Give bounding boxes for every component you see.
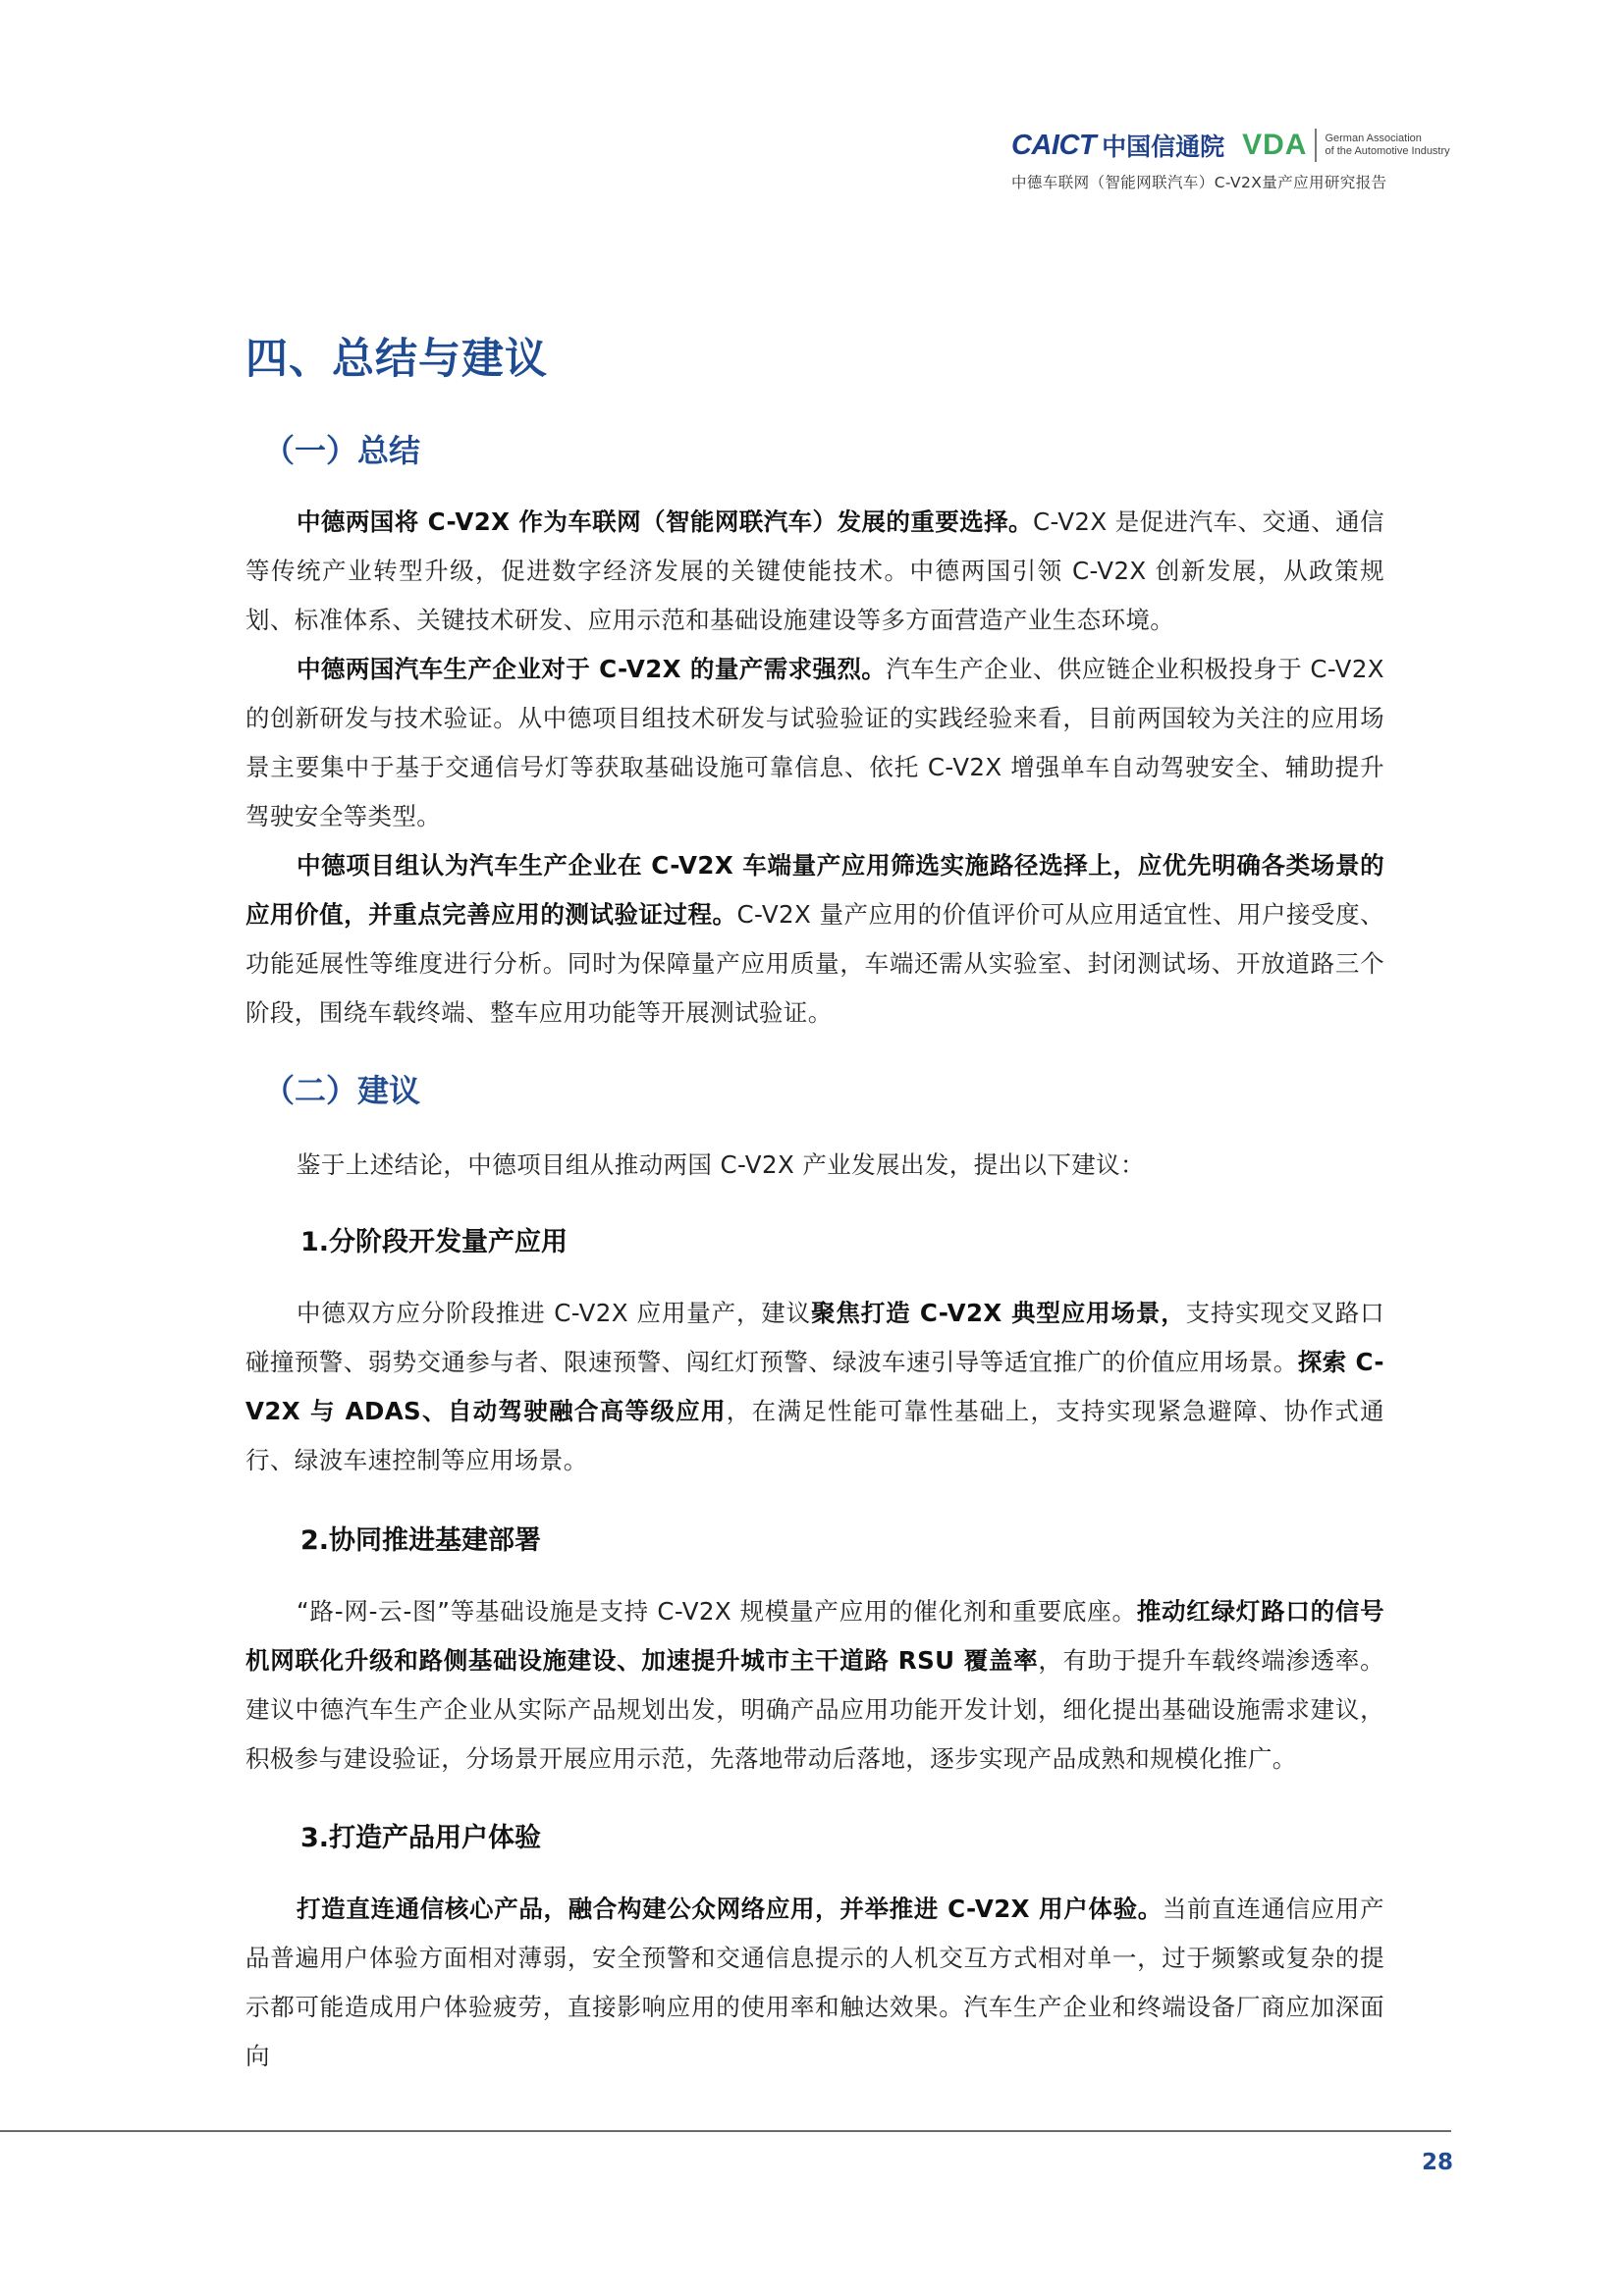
suggestions-intro: 鉴于上述结论，中德项目组从推动两国 C-V2X 产业发展出发，提出以下建议： bbox=[297, 1150, 1145, 1179]
summary-paragraph-2 bbox=[245, 645, 1384, 841]
suggestion-1-title: 1.分阶段开发量产应用 bbox=[300, 1227, 568, 1257]
footer-divider bbox=[0, 2130, 1451, 2132]
s1-text-2: 支持实现交叉路口碰撞预警、弱势交通参与者、限速预警、闯红灯预警、绿波车速引导等适宜推广的价值应用场景。 bbox=[245, 1299, 1384, 1376]
s1-bold-2: 探索 C-V2X 与 ADAS、自动驾驶融合高等级应用 bbox=[245, 1348, 1384, 1425]
vda-logo: VDA bbox=[1242, 129, 1308, 161]
summary-p1-text: C-V2X 是促进汽车、交通、通信等传统产业转型升级，促进数字经济发展的关键使能技术。中德两国引领 C-V2X 创新发展，从政策规划、标准体系、关键技术研发、应用示范和基础设施建设等多方面营造产业生态环境。 bbox=[245, 507, 1384, 634]
s3-text-1: 当前直连通信应用产品普遍用户体验方面相对薄弱，安全预警和交通信息提示的人机交互方式相对单一，过于频繁或复杂的提示都可能造成用户体验疲劳，直接影响应用的使用率和触达效果。汽车生产企业和终端设备厂商应加深面向 bbox=[245, 1895, 1384, 2070]
s1-text-1: 中德双方应分阶段推进 C-V2X 应用量产，建议 bbox=[297, 1299, 812, 1327]
s2-bold-1: 推动红绿灯路口的信号机网联化升级和路侧基础设施建设、加速提升城市主干道路 RSU 覆盖率 bbox=[245, 1597, 1385, 1675]
suggestion-3-paragraph bbox=[245, 1885, 1384, 2081]
logo-row bbox=[1011, 126, 1450, 165]
suggestion-3-title: 3.打造产品用户体验 bbox=[300, 1823, 542, 1853]
caict-chinese-name: 中国信通院 bbox=[1102, 133, 1225, 161]
summary-p2-text: 汽车生产企业、供应链企业积极投身于 C-V2X 的创新研发与技术验证。从中德项目组技术研发与试验验证的实践经验来看，目前两国较为关注的应用场景主要集中于基于交通信号灯等获取基础设施可靠信息、依托 C-V2X 增强单车自动驾驶安全、辅助提升驾驶安全等类型。 bbox=[245, 655, 1384, 830]
summary-paragraph-1 bbox=[245, 498, 1384, 645]
section-title: 四、总结与建议 bbox=[245, 335, 548, 384]
report-name: 中德车联网（智能网联汽车）C-V2X量产应用研究报告 bbox=[1011, 174, 1387, 191]
caict-logo: CAICT bbox=[1011, 129, 1097, 161]
suggestion-2-paragraph bbox=[245, 1587, 1384, 1784]
s3-bold-1: 打造直连通信核心产品，融合构建公众网络应用，并举推进 C-V2X 用户体验。 bbox=[297, 1895, 1163, 1923]
summary-paragraph-3 bbox=[245, 841, 1384, 1038]
summary-heading: （一）总结 bbox=[263, 432, 421, 469]
summary-p3-bold: 中德项目组认为汽车生产企业在 C-V2X 车端量产应用筛选实施路径选择上，应优先明确各类场景的应用价值，并重点完善应用的测试验证过程。 bbox=[245, 851, 1384, 929]
summary-p1-bold: 中德两国将 C-V2X 作为车联网（智能网联汽车）发展的重要选择。 bbox=[297, 507, 1033, 536]
vda-subtitle-line2: of the Automotive Industry bbox=[1325, 145, 1450, 157]
page-number: 28 bbox=[1421, 2150, 1453, 2175]
suggestion-1-paragraph bbox=[245, 1289, 1384, 1485]
s2-text-2: ，有助于提升车载终端渗透率。建议中德汽车生产企业从实际产品规划出发，明确产品应用功能开发计划，细化提出基础设施需求建议，积极参与建设验证，分场景开展应用示范，先落地带动后落地，逐步实现产品成熟和规模化推广。 bbox=[245, 1646, 1384, 1773]
logo-divider bbox=[1315, 129, 1317, 162]
suggestions-heading: （二）建议 bbox=[263, 1072, 421, 1109]
s2-text-1: “路-网-云-图”等基础设施是支持 C-V2X 规模量产应用的催化剂和重要底座。 bbox=[297, 1597, 1137, 1626]
summary-p2-bold: 中德两国汽车生产企业对于 C-V2X 的量产需求强烈。 bbox=[297, 655, 887, 683]
s1-text-3: ，在满足性能可靠性基础上，支持实现紧急避障、协作式通行、绿波车速控制等应用场景。 bbox=[245, 1397, 1384, 1474]
s1-bold-1: 聚焦打造 C-V2X 典型应用场景， bbox=[811, 1299, 1186, 1327]
suggestion-2-title: 2.协同推进基建部署 bbox=[300, 1525, 542, 1556]
report-header bbox=[1001, 126, 1453, 194]
summary-p3-text: C-V2X 量产应用的价值评价可从应用适宜性、用户接受度、功能延展性等维度进行分析。同时为保障量产应用质量，车端还需从实验室、封闭测试场、开放道路三个阶段，围绕车载终端、整车应用功能等开展测试验证。 bbox=[245, 900, 1385, 1027]
vda-subtitle-line1: German Association bbox=[1325, 133, 1422, 144]
vda-subtitle bbox=[1325, 133, 1449, 158]
